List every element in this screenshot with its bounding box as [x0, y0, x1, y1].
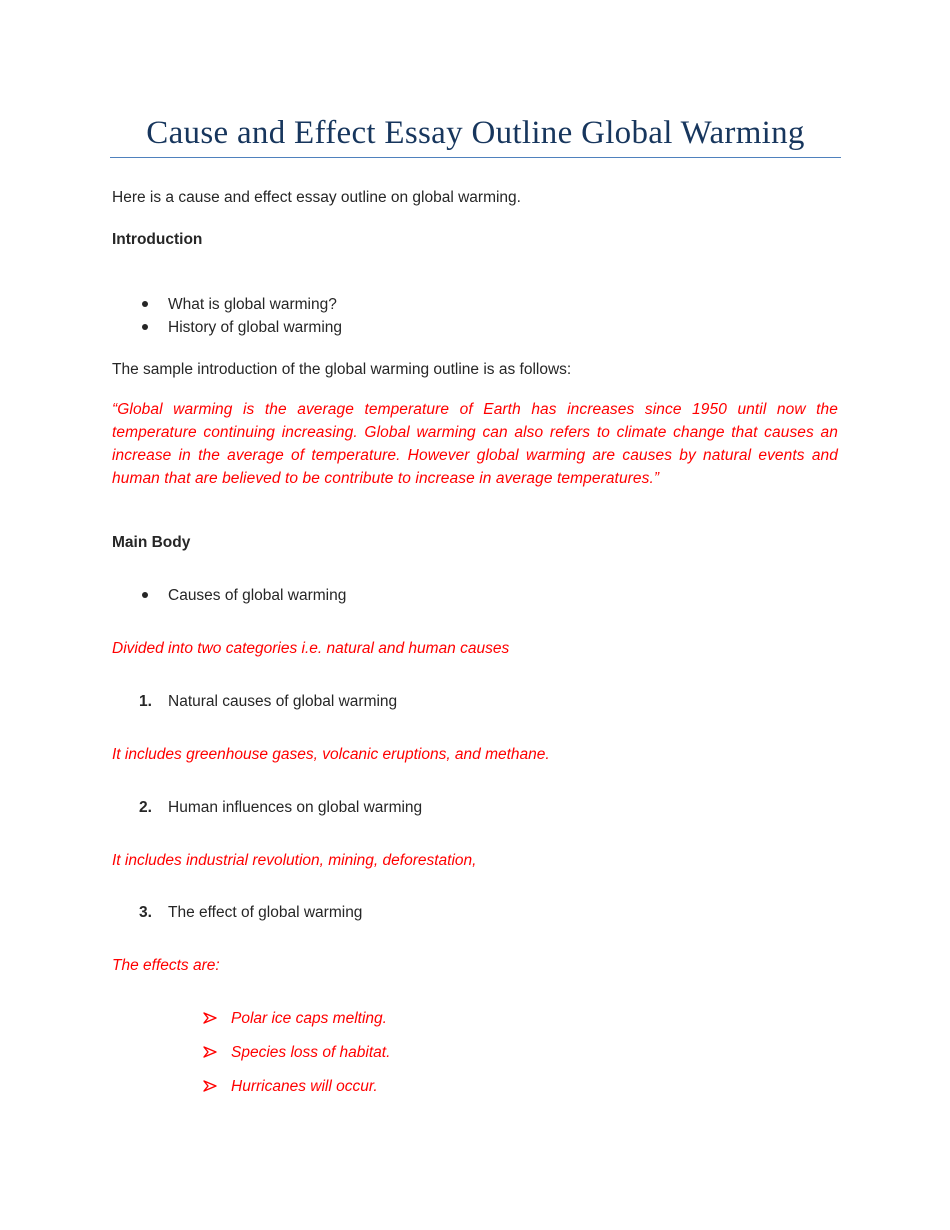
sample-quote: “Global warming is the average temperature of Earth has increases since 1950 until now the temperature continuing increasing. Global warming can also refers to climate change that causes an increase in the average of temperature. However global warming are causes by natural events and human that are believed to be contribute to increase in average temperatures.”: [112, 401, 838, 487]
bullet-icon: [142, 301, 148, 307]
causes-note: Divided into two categories i.e. natural and human causes: [112, 640, 510, 657]
item-note: It includes industrial revolution, mining, deforestation,: [112, 852, 477, 869]
item-note: It includes greenhouse gases, volcanic eruptions, and methane.: [112, 746, 550, 763]
bullet-text: Causes of global warming: [168, 587, 347, 604]
arrowhead-bullet-icon: [203, 1012, 217, 1024]
bullet-icon: [142, 324, 148, 330]
bullet-text: What is global warming?: [168, 296, 337, 313]
item-label: Natural causes of global warming: [168, 693, 398, 710]
item-number: 1.: [139, 693, 152, 710]
title-underline: [110, 157, 841, 158]
effect-text: Species loss of habitat.: [231, 1044, 391, 1061]
main-body-heading: Main Body: [112, 534, 191, 551]
page-title: Cause and Effect Essay Outline Global Warming: [146, 115, 805, 151]
item-label: Human influences on global warming: [168, 799, 423, 816]
bullet-icon: [142, 592, 148, 598]
arrowhead-bullet-icon: [203, 1046, 217, 1058]
item-note: The effects are:: [112, 957, 220, 974]
sample-lead: The sample introduction of the global warming outline is as follows:: [112, 361, 572, 378]
effect-text: Hurricanes will occur.: [231, 1078, 378, 1095]
intro-sentence: Here is a cause and effect essay outline on global warming.: [112, 189, 521, 206]
bullet-text: History of global warming: [168, 319, 343, 336]
item-number: 2.: [139, 799, 152, 816]
effect-text: Polar ice caps melting.: [231, 1010, 387, 1027]
introduction-heading: Introduction: [112, 231, 203, 248]
item-number: 3.: [139, 904, 152, 921]
item-label: The effect of global warming: [168, 904, 363, 921]
arrowhead-bullet-icon: [203, 1080, 217, 1092]
